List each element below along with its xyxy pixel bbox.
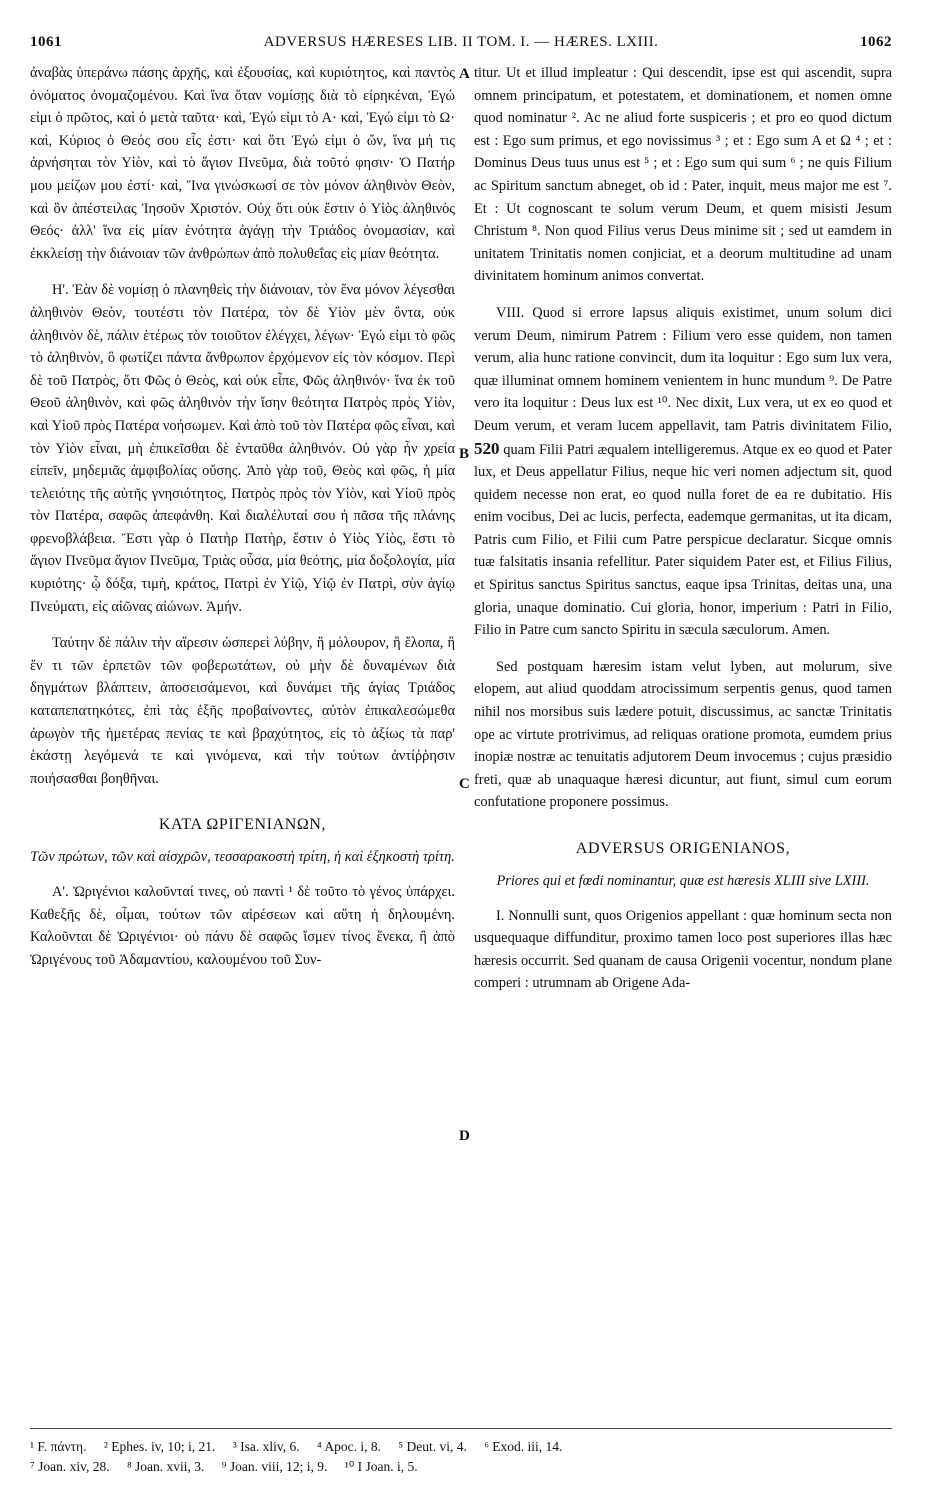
latin-paragraph-2 (474, 302, 892, 642)
margin-letter-d: D (459, 1128, 470, 1144)
latin-section-title: ADVERSUS ORIGENIANOS, (575, 840, 791, 857)
latin-section-subtitle: Priores qui et fœdi nominantur, quæ est hæresis XLIII sive LXIII. (496, 872, 870, 889)
footnote: ⁷ Joan. xiv, 28. (30, 1459, 110, 1474)
footnote: ⁴ Apoc. i, 8. (317, 1439, 382, 1454)
footnotes (30, 1428, 892, 1477)
greek-section-title: ΚΑΤΑ ΩΡΙΓΕΝΙΑΝΩΝ, (158, 816, 327, 834)
running-header (30, 32, 892, 56)
latin-paragraph-3: Sed postquam hæresim istam velut lyben, aut molurum, sive elopem, aut aliud quoddam atrocissimum serpentis genus, quod tamen nihil nos morsibus suis lædere potuit, discussimus, ac sanctæ Trinitatis ope ac virtute protrivimus, ad reliquas oratione promota, eumdem prius inopiæ nostræ ac tenuitatis adjutorem Deum invocemus ; cujus præsidio freti, quæ ab unaquaque hæresi dicuntur, aut fiunt, simul cum eorum confutatione proponere possimus. (474, 658, 892, 811)
footnote: ⁵ Deut. vi, 4. (398, 1439, 467, 1454)
margin-letter-a: A (459, 66, 470, 82)
page-number-left: 1061 (30, 34, 62, 50)
latin-paragraph-2-start: VIII. Quod si errore lapsus aliquis existimet, unum solum dici verum Deum, nimirum Patrem : Filium vero esse quidem, non tamen verum, alia hunc ratione convincit, dum ita loquitur : Ego sum lux vera, quæ illuminat omnem hominem venientem in hunc mundum ⁹. De Patre vero ita loquitur : Deus lux est ¹⁰. Nec dixit, Lux vera, ut ex eo quod et Deum verum, et veram lucem appellavit, tam Patris divinitatem Filio, (474, 304, 892, 434)
greek-paragraph-1: ἀναβὰς ὑπεράνω πάσης ἀρχῆς, καὶ ἐξουσίας, καὶ κυριότητος, καὶ παντὸς ὀνόματος ὀνομαζομένου. Καὶ ἵνα ὅταν νομίσῃς διὰ τὸ εἰρηκέναι, Ἐγώ εἰμι ὁ πρῶτος, καὶ ὁ μετὰ ταῦτα· καὶ, Ἐγώ εἰμι τὸ Α· καὶ, Ἐγώ εἰμι τὸ Ω· καὶ, Κύριος ὁ Θεός σου εἷς ἐστι· καὶ ὅτι Ἐγώ εἰμι ὁ ὤν, ἵνα μή τις ἀρνήσηται τὸν Υἱὸν, καὶ τὸ ἅγιον Πνεῦμα, διὰ τοῦτό φησιν· Ὁ Πατήρ μου μείζων μου ἐστί· καὶ, Ἵνα γινώσκωσί σε τὸν μόνον ἀληθινὸν Θεὸν, καὶ ὃν ἀπέστειλας Ἰησοῦν Χριστόν. Οὐχ ὅτι οὐκ ἔστιν ὁ Υἱὸς ἀληθινὸς Θεός· ἀλλ' ἵνα εἰς μίαν ἑνότητα ἀγάγῃ τὴν Τριάδος ὀνομασίαν, καὶ ἐκκλείσῃ τὴν διάνοιαν τῶν ἀνθρώπων ἀπὸ πολυθεΐας εἰς μίαν θεότητα. (30, 65, 455, 262)
footnote: ⁸ Joan. xvii, 3. (126, 1459, 205, 1474)
greek-paragraph-2: Η'. Ἐὰν δὲ νομίσῃ ὁ πλανηθεὶς τὴν διάνοιαν, τὸν ἕνα μόνον λέγεσθαι ἀληθινὸν Θεὸν, τουτέστι τὸν Πατέρα, τὸν δὲ Υἱὸν μὲν ὄντα, οὐκ ἀληθινὸν δὲ, πάλιν ἑτέρως τὸν τοιοῦτον ἐλέγχει, λέγων· Ἐγώ εἰμι τὸ φῶς τὸ ἀληθινὸν, ὃ φωτίζει πάντα ἄνθρωπον ἐρχόμενον εἰς τὸν κόσμον. Περὶ δὲ τοῦ Πατρὸς, ὅτι Φῶς ὁ Θεὸς, καὶ οὐκ εἶπε, Φῶς ἀληθινόν· ἵνα ἐκ τοῦ Θεοῦ ἀληθινὸν, καὶ φῶς ἀληθινὸν τὴν ἴσην θεότητα Πατρὸς πρὸς Υἱὸν, καὶ Υἱοῦ πρὸς Πατέρα νοήσωμεν. Καὶ ἀπὸ τοῦ τὸν Πατέρα φῶς εἶναι, καὶ τὸν Υἱὸν εἶναι, μὴ ἐπικεῖσθαι δὲ ἐνταῦθα ἀληθινόν. Οὐ γὰρ ἦν χρεία εἰπεῖν, μηδεμιᾶς ἀμφιβολίας οὔσης. Ἀπὸ γὰρ τοῦ, Θεὸς καὶ φῶς, ἡ μία τελειότης τῆς αὐτῆς γνησιότητος, Πατρὸς πρὸς τὸν Υἱὸν, καὶ Υἱοῦ πρὸς τὸν Πατέρα, σαφῶς ἀπεφάνθη. Καὶ διαλέλυταί σου ἡ πᾶσα τῆς πλάνης φρενοβλάβεια. Ἔστι γὰρ ὁ Πατὴρ Πατὴρ, ἔστιν ὁ Υἱὸς Υἱὸς, ἔστι τὸ ἅγιον Πνεῦμα ἅγιον Πνεῦμα, Τριὰς οὖσα, μία θεότης, μία δοξολογία, μία κυριότης· ᾧ δόξα, τιμὴ, κράτος, Πατρὶ ἐν Υἱῷ, Υἱῷ ἐν Πατρὶ, σὺν ἁγίῳ Πνεύματι, εἰς αἰῶνας αἰώνων. Ἀμήν. (30, 282, 455, 615)
footnote: ¹ F. πάντη. (30, 1439, 87, 1454)
running-title: ADVERSUS HÆRESES LIB. II TOM. I. — HÆRES. LXIII. (263, 34, 659, 50)
latin-paragraph-2-end: quam Filii Patri æqualem intelligeremus. Atque ex eo quod et Pater lux, et Deus appellatur Filius, neque hic veri nomen adjectum sit, quod quidem necesse non erat, eo quod nulla foret de ea re dubitatio. His enim vocibus, Dei ac lucis, perfecta, eademque germanitas, ut ita dicam, Patris cum Filio, et Filii cum Patre perspicue declaratur. Sicque omnis tuæ falsitatis insania refellitur. Pater siquidem Pater est, et Filius Filius, et Spiritus sanctus Spiritus sanctus, eaque ipsa Trinitas, deitas una, una gloria, unaque dominatio. Cui gloria, honor, imperium : Patri in Filio, Filio in Patre cum sancto Spiritu in sæcula sæculorum. Amen. (474, 441, 892, 639)
footnote: ¹⁰ I Joan. i, 5. (344, 1459, 418, 1474)
latin-paragraph-4: I. Nonnulli sunt, quos Origenios appellant : quæ hominum secta non usquequaque diffunditur, proximo tamen loco post superiores illas hæc hæresis occurrit. Sed quanam de causa Origenii vocentur, nondum plane comperi : utrumnam ab Origene Ada- (474, 907, 892, 992)
margin-letter-b: B (459, 446, 470, 462)
greek-paragraph-3: Ταύτην δὲ πάλιν τὴν αἵρεσιν ὡσπερεὶ λύβην, ἢ μόλουρον, ἢ ἔλοπα, ἢ ἕν τι τῶν ἑρπετῶν τῶν φοβερωτάτων, οὐ μὴν δὲ δυναμένων διὰ δηγμάτων βλάπτειν, ἀποσεισάμενοι, καὶ δυνάμει τῆς ἁγίας Τριάδος καταπεπατηκότες, ἐπὶ τὰς ἑξῆς προβαίνοντες, αὐτὸν ἐπικαλεσώμεθα ἀρωγὸν τῆς ἡμετέρας πενίας τε καὶ βραχύτητος, εἰς τὸ ἀξίως τὰ παρ' ἑκάστῃ λεγόμενά τε καὶ γινόμενα, καὶ τὴν τούτων ἀντίῤῥησιν ποιήσασθαι βοηθῆναι. (30, 635, 455, 787)
footnote: ⁶ Exod. iii, 14. (484, 1439, 563, 1454)
greek-paragraph-4: Α'. Ὠριγένιοι καλοῦνταί τινες, οὐ παντὶ ¹ δὲ τοῦτο τὸ γένος ὑπάρχει. Καθεξῆς δὲ, οἶμαι, τούτων τῶν αἱρέσεων καὶ αὕτη ἡ δηλουμένη. Καλοῦνται δὲ Ὠριγένιοι· οὐ πάνυ δὲ σαφῶς ἴσμεν τίνος ἕνεκα, ἢ ἀπὸ Ὠριγένους τοῦ Ἀδαμαντίου, καλουμένου τοῦ Συν- (30, 884, 455, 968)
latin-paragraph-1: titur. Ut et illud impleatur : Qui descendit, ipse est qui ascendit, supra omnem principatum, et potestatem, et dominationem, et nomen omne quod nominatur ². Ac ne aliud forte suspiceris ; et pro eo quod dictum est : Ego sum primus, et ego novissimus ³ ; et : Ego sum A et Ω ⁴ ; et : Dominus Deus tuus unus est ⁵ ; et : Ego sum qui sum ⁶ ; ne quis Filium ac Spiritum sanctum abneget, ob id : Pater, inquit, meus major me est ⁷. Et : Ut cognoscant te solum verum Deum, et quem misisti Jesum Christum ⁸. Non quod Filius verus Deus minime sit ; sed ut eamdem in unitatem Trinitatis nomen conjiciat, et a deorum multitudine ad unam divinitatem hominum animos convertat. (474, 65, 892, 285)
latin-column (474, 62, 892, 995)
page-marker: 520 (474, 438, 500, 458)
greek-section-subtitle: Τῶν πρώτων, τῶν καὶ αἰσχρῶν, τεσσαρακοστὴ τρίτη, ἡ καὶ ἑξηκοστὴ τρίτη. (30, 849, 455, 865)
greek-column (30, 62, 455, 971)
footnote: ² Ephes. iv, 10; i, 21. (103, 1439, 216, 1454)
margin-letter-c: C (459, 776, 470, 792)
footnote-line-2 (30, 1457, 892, 1477)
footnote-line-1 (30, 1437, 892, 1457)
footnote: ⁹ Joan. viii, 12; i, 9. (221, 1459, 328, 1474)
page-number-right: 1062 (860, 34, 892, 50)
footnote: ³ Isa. xliv, 6. (232, 1439, 300, 1454)
